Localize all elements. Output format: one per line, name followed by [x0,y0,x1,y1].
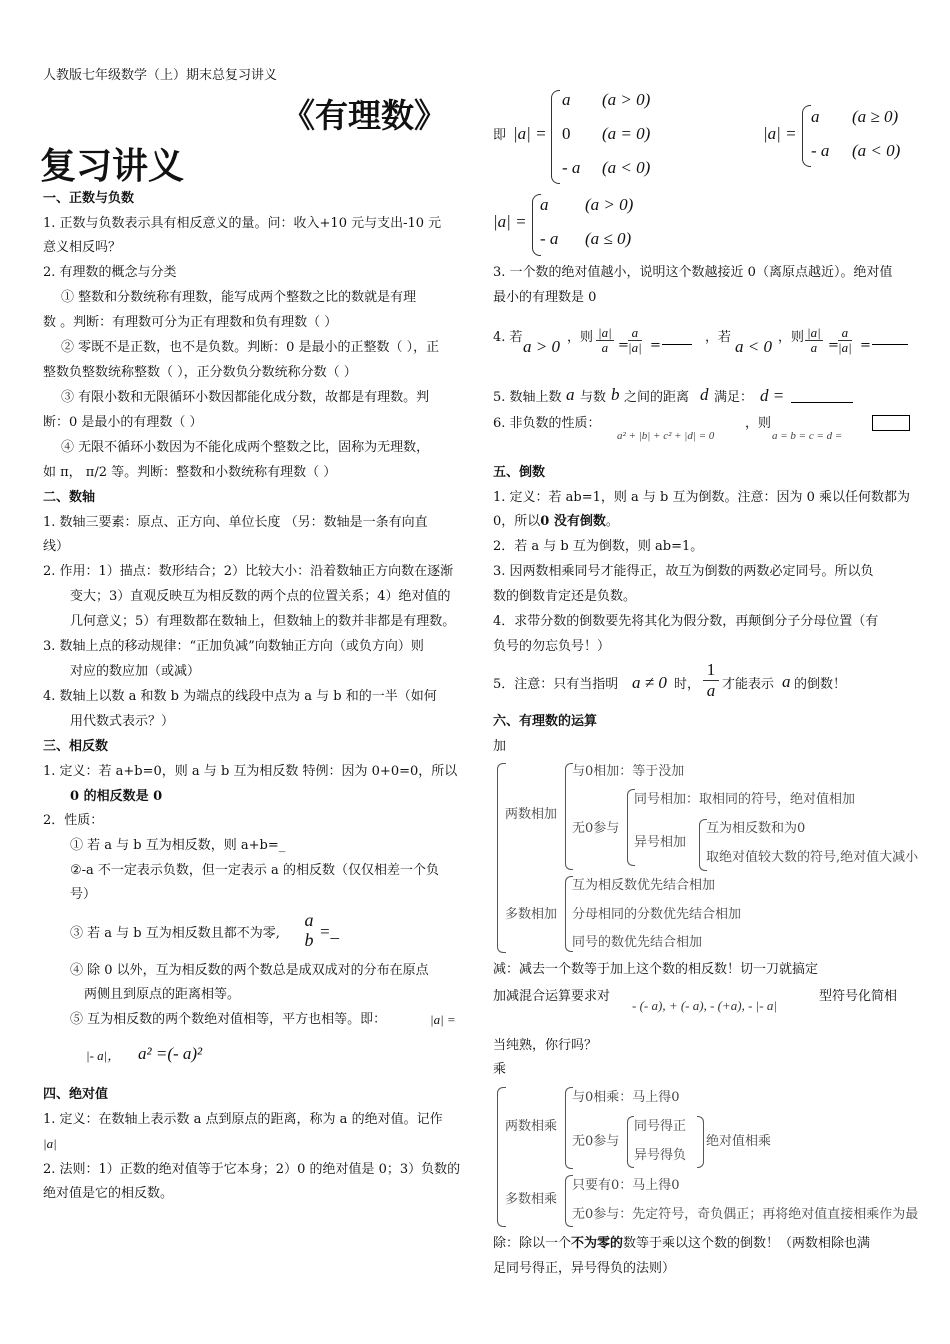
section-2-title: 二、数轴 [43,490,96,505]
tree-node: 多数相乘 [505,1192,558,1207]
case-cond: (a < 0) [852,141,901,160]
s5-text: 2．若 a 与 b 互为倒数，则 ab=1。 [493,539,704,554]
abs-math: a < 0 [735,337,772,356]
s5-text: 的倒数！ [794,677,847,692]
s3-text: 两侧且到原点的距离相等。 [84,987,241,1002]
case-cond: (a = 0) [602,124,651,143]
fraction-1-over-a: 1 a [703,660,719,701]
tree-bracket [497,763,506,953]
s6-text: 减：减去一个数等于加上这个数的相反数！切一刀就搞定 [493,962,819,977]
s4-text: 1. 定义：在数轴上表示数 a 点到原点的距离，称为 a 的绝对值。记作 [43,1112,443,1127]
abs-math: a² + |b| + c² + |d| = 0 [617,430,715,442]
tree-node: 与0相乘：马上得0 [572,1090,680,1105]
case-value: a [811,107,820,126]
ji-label: 即 [493,128,507,143]
s5-math: a ≠ 0 [632,673,667,692]
tree-node: 异号得负 [634,1148,687,1163]
s5-text: 5．注意：只有当指明 [493,677,619,692]
s5-text: 3. 因两数相乘同号才能得正，故互为倒数的两数必定同号。所以负 [493,564,874,579]
s1-text: 如 π， π/2 等。判断：整数和小数统称有理数（ ） [43,465,337,480]
s1-text: 1. 正数与负数表示具有相反意义的量。问：收入+10 元与支出-10 元 [43,216,442,231]
abs-lhs: |a| = [513,124,547,143]
s2-text: 2. 作用：1）描点：数形结合；2）比较大小：沿着数轴正方向数在逐渐 [43,564,454,579]
case-value: - a [811,141,830,160]
s5-text: 0，所以0 没有倒数。 [493,514,619,529]
case-cond: (a ≤ 0) [585,229,632,248]
s1-text: 数 。判断：有理数可分为正有理数和负有理数（ ） [43,315,338,330]
s2-text: 变大；3）直观反映互为相反数的两个点的位置关系；4）绝对值的 [70,589,451,604]
abs-text: 与数 [580,390,607,405]
abs-text: 5. 数轴上数 [493,390,562,405]
tree-node: 多数相加 [505,907,558,922]
section-1-title: 一、正数与负数 [43,191,135,206]
s6-text: 足同号得正，异号得负的法则） [493,1261,676,1276]
section-3-title: 三、相反数 [43,739,109,754]
brace [802,105,811,167]
doc-subtitle: 复习讲义 [40,146,185,187]
case-value: a [562,90,571,109]
case-cond: (a < 0) [602,158,651,177]
section-5-title: 五、倒数 [493,465,546,480]
s1-text: ① 整数和分数统称有理数，能写成两个整数之比的数就是有理 [61,290,417,305]
abs-text: 3. 一个数的绝对值越小，说明这个数越接近 0（离原点越近）。绝对值 [493,265,893,280]
tree-node: 取绝对值较大数的符号,绝对值大减小 [706,850,919,865]
case-value: - a [540,229,559,248]
s3-text: ④ 除 0 以外，互为相反数的两个数总是成双成对的分布在原点 [70,963,429,978]
s6-text: 加减混合运算要求对 [493,989,611,1004]
section-6-title: 六、有理数的运算 [493,714,598,729]
abs-text: 之间的距离 [624,390,690,405]
tree-node: 互为相反数和为0 [706,821,806,836]
case-cond: (a > 0) [602,90,651,109]
s4-text: 绝对值是它的相反数。 [43,1186,174,1201]
s4-text: 2. 法则：1）正数的绝对值等于它本身；2）0 的绝对值是 0；3）负数的 [43,1162,461,1177]
abs-text: ，若 [705,330,732,345]
abs-math: d [700,385,709,404]
answer-box[interactable] [872,415,910,431]
s1-text: 2. 有理数的概念与分类 [43,265,177,280]
fraction: $\frac{a}{|a|}$ [628,325,642,355]
s3-text: ②-a 不一定表示负数，但一定表示 a 的相反数（仅仅相差一个负 [70,863,439,878]
s1-text: ③ 有限小数和无限循环小数因都能化成分数，故都是有理数。判 [61,390,430,405]
s2-text: 用代数式表示？） [70,714,175,729]
s2-text: 对应的数应加（或减） [70,664,201,679]
fraction: $\frac{a}{|a|}$ [838,325,852,355]
answer-blank[interactable] [872,344,908,345]
s1-text: 断：0 是最小的有理数（ ） [43,415,203,430]
abs-text: 最小的有理数是 0 [493,290,597,305]
abs-lhs: |a| = [763,124,797,143]
tree-bracket [627,1116,634,1168]
s6-text: 加 [493,739,507,754]
fraction: $\frac{|a|}{a}$ [807,325,821,355]
answer-blank[interactable] [662,344,692,345]
abs-text: ，则 [567,330,594,345]
equals: = [828,338,839,353]
s5-text: 数的倒数肯定还是负数。 [493,589,637,604]
brace [551,90,560,184]
tree-node: 无0参与：先定符号，奇负偶正；再将绝对值直接相乘作为最 [572,1207,919,1222]
s3-math: |- a|， [86,1048,121,1063]
s3-text: ③ 若 a 与 b 互为相反数且都不为零, [70,926,280,941]
s2-text: 4. 数轴上以数 a 和数 b 为端点的线段中点为 a 与 b 和的一半（如何 [43,689,437,704]
abs-text: ，则 [745,416,772,431]
abs-math: a [566,385,575,404]
s3-text: 号） [70,887,97,902]
s3-text: ① 若 a 与 b 互为相反数，则 a+b=_ [70,838,286,853]
case-cond: (a > 0) [585,195,634,214]
s2-text: 1. 数轴三要素：原点、正方向、单位长度 （另：数轴是一条有向直 [43,515,428,530]
answer-blank[interactable] [791,402,853,403]
s6-math: - (- a), + (- a), - (+a), - |- a| [632,998,777,1013]
equals: = [860,338,871,353]
case-value: a [540,195,549,214]
s1-text: ② 零既不是正数，也不是负数。判断：0 是最小的正整数（ ），正 [61,340,440,355]
s3-text: ⑤ 互为相反数的两个数绝对值相等，平方也相等。即： [70,1012,387,1027]
abs-math: a = b = c = d = [772,430,843,442]
tree-node: 同号的数优先结合相加 [572,935,703,950]
case-value: 0 [562,124,571,143]
s5-text: 4．求带分数的倒数要先将其化为假分数，再颠倒分子分母位置（有 [493,614,879,629]
abs-text: ，则 [778,330,805,345]
s3-eq: =_ [319,922,339,941]
tree-node: 无0参与 [572,821,620,836]
abs-text: 6. 非负数的性质： [493,416,601,431]
tree-bracket-right [697,1116,704,1168]
s4-math: |a| [43,1136,57,1151]
fraction-a-over-b: a b [304,910,314,950]
s3-math: a² =(- a)² [138,1044,203,1063]
case-value: - a [562,158,581,177]
doc-title: 《有理数》 [282,96,447,135]
tree-node: 互为相反数优先结合相加 [572,878,716,893]
tree-node: 两数相乘 [505,1119,558,1134]
s6-text: 除：除以一个不为零的数等于乘以这个数的倒数！（两数相除也满 [493,1236,871,1251]
s5-text: 1. 定义：若 ab=1，则 a 与 b 互为倒数。注意：因为 0 乘以任何数都为 [493,490,911,505]
doc-header: 人教版七年级数学（上）期末总复习讲义 [43,68,278,83]
tree-node: 异号相加 [634,835,687,850]
s5-text: 才能表示 [722,677,775,692]
equals: = [618,338,629,353]
s6-text: 当纯熟，你行吗？ [493,1038,598,1053]
tree-node: 无0参与 [572,1134,620,1149]
tree-node: 分母相同的分数优先结合相加 [572,907,742,922]
equals: = [650,338,661,353]
tree-node: 只要有0：马上得0 [572,1178,680,1193]
abs-math: a > 0 [523,337,560,356]
s3-text: 1. 定义：若 a+b=0，则 a 与 b 互为相反数 特例：因为 0+0=0，所以 [43,764,458,779]
s5-text: 时， [674,677,701,692]
section-4-title: 四、绝对值 [43,1087,109,1102]
s5-math: a [782,672,791,691]
abs-text: 满足： [714,390,754,405]
abs-math: b [611,385,620,404]
tree-node: 两数相加 [505,807,558,822]
s2-text: 3. 数轴上点的移动规律：“正加负减”向数轴正方向（或负方向）则 [43,639,424,654]
s2-text: 线） [43,539,70,554]
s1-text: 整数负整数统称整数（ ），正分数负分数统称分数（ ） [43,365,357,380]
s2-text: 几何意义；5）有理数都在数轴上，但数轴上的数并非都是有理数。 [70,614,456,629]
s5-text: 负号的勿忘负号！） [493,639,611,654]
tree-node: 与0相加：等于没加 [572,764,685,779]
abs-lhs: |a| = [493,212,527,231]
case-cond: (a ≥ 0) [852,107,899,126]
abs-math: d = [760,386,785,405]
tree-node: 同号相加：取相同的符号，绝对值相加 [634,792,856,807]
tree-node: 绝对值相乘 [706,1134,772,1149]
abs-text: 4. 若 [493,330,523,345]
s6-text: 型符号化简相 [819,989,898,1004]
s3-text: 0 的相反数是 0 [70,789,163,804]
s6-text: 乘 [493,1062,507,1077]
s1-text: ④ 无限不循环小数因为不能化成两个整数之比，固称为无理数， [61,440,430,455]
fraction: $\frac{|a|}{a}$ [598,325,612,355]
s3-math: |a| = [430,1012,456,1027]
tree-node: 同号得正 [634,1119,687,1134]
s3-text: 2．性质： [43,813,104,828]
s1-text: 意义相反吗？ [43,240,122,255]
